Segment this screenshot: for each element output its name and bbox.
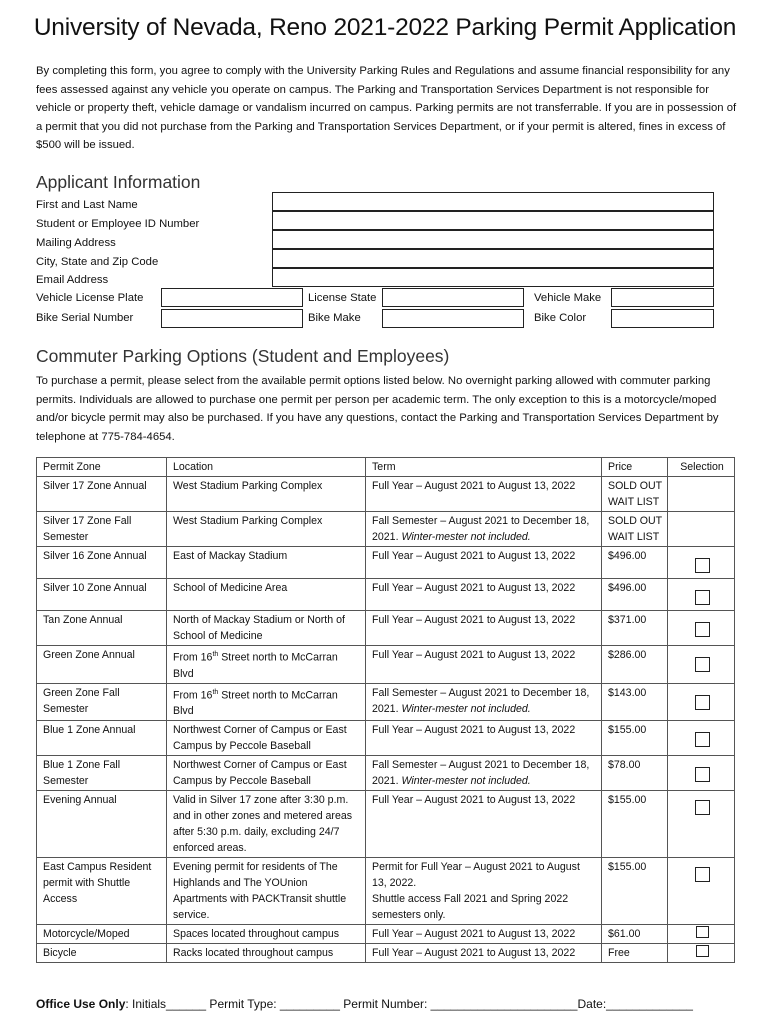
term-cell: Full Year – August 2021 to August 13, 2022 bbox=[366, 721, 602, 756]
price-cell: $496.00 bbox=[602, 547, 668, 579]
table-row bbox=[37, 611, 735, 646]
selection-checkbox[interactable] bbox=[695, 657, 710, 672]
term-text: Permit for Full Year – August 2021 to August 13, 2022. bbox=[372, 861, 580, 890]
price-cell: $78.00 bbox=[602, 756, 668, 791]
term-cell: Full Year – August 2021 to August 13, 2022 bbox=[366, 791, 602, 858]
zone-cell: Blue 1 Zone Annual bbox=[37, 721, 167, 756]
city-label: City, State and Zip Code bbox=[36, 256, 159, 268]
zone-cell: Silver 10 Zone Annual bbox=[37, 579, 167, 611]
make-field[interactable] bbox=[611, 288, 714, 307]
selection-cell bbox=[668, 925, 735, 944]
selection-cell bbox=[668, 646, 735, 684]
location-cell: East of Mackay Stadium bbox=[167, 547, 366, 579]
selection-cell bbox=[668, 858, 735, 925]
zone-cell: Bicycle bbox=[37, 944, 167, 963]
term-cell: Full Year – August 2021 to August 13, 2022 bbox=[366, 646, 602, 684]
commuter-heading: Commuter Parking Options (Student and Employees) bbox=[36, 346, 450, 366]
zone-cell: Silver 16 Zone Annual bbox=[37, 547, 167, 579]
location-sup: th bbox=[212, 688, 219, 696]
location-sup: th bbox=[212, 651, 219, 658]
selection-cell bbox=[668, 721, 735, 756]
mailing-label: Mailing Address bbox=[36, 237, 116, 249]
location-cell: Racks located throughout campus bbox=[167, 944, 366, 963]
term-cell bbox=[366, 683, 602, 721]
zone-cell: Green Zone Annual bbox=[37, 646, 167, 684]
make-label: Vehicle Make bbox=[534, 292, 602, 304]
office-use-fields: : Initials______ Permit Type: _________ Permit Number: ______________________Date:_____________ bbox=[125, 997, 693, 1011]
zone-cell: Silver 17 Zone Fall Semester bbox=[37, 512, 167, 547]
selection-cell bbox=[668, 611, 735, 646]
zone-cell: East Campus Resident permit with Shuttle Access bbox=[37, 858, 167, 925]
selection-checkbox[interactable] bbox=[695, 867, 710, 882]
table-row bbox=[37, 683, 735, 721]
selection-checkbox[interactable] bbox=[695, 767, 710, 782]
term-cell: Full Year – August 2021 to August 13, 2022 bbox=[366, 944, 602, 963]
term-cell: Full Year – August 2021 to August 13, 2022 bbox=[366, 611, 602, 646]
zone-cell: Green Zone Fall Semester bbox=[37, 683, 167, 721]
term-note: Winter-mester not included. bbox=[401, 531, 531, 543]
term-cell: Full Year – August 2021 to August 13, 2022 bbox=[366, 477, 602, 512]
location-cell: West Stadium Parking Complex bbox=[167, 512, 366, 547]
term-note: Winter-mester not included. bbox=[401, 702, 531, 715]
table-header-row bbox=[37, 458, 735, 477]
zone-cell: Tan Zone Annual bbox=[37, 611, 167, 646]
id-field[interactable] bbox=[272, 211, 714, 230]
name-field[interactable] bbox=[272, 192, 714, 211]
selection-cell bbox=[668, 791, 735, 858]
location-cell: Northwest Corner of Campus or East Campus by Peccole Baseball bbox=[167, 721, 366, 756]
selection-cell bbox=[668, 579, 735, 611]
table-row bbox=[37, 547, 735, 579]
term-cell: Full Year – August 2021 to August 13, 2022 bbox=[366, 547, 602, 579]
zone-cell: Evening Annual bbox=[37, 791, 167, 858]
id-label: Student or Employee ID Number bbox=[36, 218, 200, 230]
selection-checkbox[interactable] bbox=[695, 622, 710, 637]
term-cell bbox=[366, 858, 602, 925]
price-cell: $155.00 bbox=[602, 791, 668, 858]
zone-cell: Blue 1 Zone Fall Semester bbox=[37, 756, 167, 791]
selection-checkbox[interactable] bbox=[695, 558, 710, 573]
table-row bbox=[37, 858, 735, 925]
state-label: License State bbox=[308, 292, 377, 304]
commuter-paragraph: To purchase a permit, please select from the available permit options listed below. No overnight parking allowed with commuter parking permits. Individuals are allowed to purchase one permit per person per academic term. The only exception to this is a motorcycle/moped and/or bicycle permit may also be purchased. If you have any questions, contact the Parking and Transportation Services Department by telephone at 775-784-4654. bbox=[36, 375, 719, 443]
plate-field[interactable] bbox=[161, 288, 303, 307]
selection-cell bbox=[668, 477, 735, 512]
table-row bbox=[37, 791, 735, 858]
term-cell: Full Year – August 2021 to August 13, 2022 bbox=[366, 925, 602, 944]
table-row bbox=[37, 512, 735, 547]
table-row bbox=[37, 477, 735, 512]
bike-make-field[interactable] bbox=[382, 309, 524, 328]
office-use-line bbox=[36, 997, 693, 1011]
price-cell: $143.00 bbox=[602, 683, 668, 721]
term-cell bbox=[366, 756, 602, 791]
term-note: Winter-mester not included. bbox=[401, 775, 531, 788]
location-text: From 16 bbox=[173, 689, 213, 702]
selection-checkbox[interactable] bbox=[696, 945, 709, 957]
bike-make-label: Bike Make bbox=[308, 312, 361, 324]
zone-cell: Motorcycle/Moped bbox=[37, 925, 167, 944]
selection-checkbox[interactable] bbox=[695, 590, 710, 605]
location-text-end: Street north to McCarran Blvd bbox=[173, 651, 338, 680]
table-row bbox=[37, 925, 735, 944]
price-cell: $155.00 bbox=[602, 721, 668, 756]
applicant-heading: Applicant Information bbox=[36, 172, 201, 192]
selection-cell bbox=[668, 756, 735, 791]
term-text: Fall Semester – August 2021 to December 18, 2021. bbox=[372, 686, 590, 715]
term-text: Fall Semester – August 2021 to December 18, 2021. bbox=[372, 759, 590, 788]
name-label: First and Last Name bbox=[36, 199, 138, 211]
selection-checkbox[interactable] bbox=[695, 695, 710, 710]
term-text: Fall Semester – August 2021 to December 18, 2021. bbox=[372, 515, 590, 543]
selection-checkbox[interactable] bbox=[696, 926, 709, 938]
term-cell: Full Year – August 2021 to August 13, 2022 bbox=[366, 579, 602, 611]
header-selection: Selection bbox=[668, 458, 735, 477]
header-price: Price bbox=[602, 458, 668, 477]
mailing-field[interactable] bbox=[272, 230, 714, 249]
selection-checkbox[interactable] bbox=[695, 732, 710, 747]
header-location: Location bbox=[167, 458, 366, 477]
location-text-end: Street north to McCarran Blvd bbox=[173, 689, 338, 718]
term-text-extra: Shuttle access Fall 2021 and Spring 2022 semesters only. bbox=[372, 893, 569, 922]
price-cell: $496.00 bbox=[602, 579, 668, 611]
location-cell: West Stadium Parking Complex bbox=[167, 477, 366, 512]
price-cell: Free bbox=[602, 944, 668, 963]
selection-cell bbox=[668, 683, 735, 721]
location-cell: Northwest Corner of Campus or East Campus by Peccole Baseball bbox=[167, 756, 366, 791]
location-cell bbox=[167, 683, 366, 721]
location-cell bbox=[167, 646, 366, 684]
selection-cell bbox=[668, 512, 735, 547]
location-cell: School of Medicine Area bbox=[167, 579, 366, 611]
bike-color-field[interactable] bbox=[611, 309, 714, 328]
table-row bbox=[37, 646, 735, 684]
page-title: University of Nevada, Reno 2021-2022 Parking Permit Application bbox=[33, 14, 737, 41]
location-cell: North of Mackay Stadium or North of School of Medicine bbox=[167, 611, 366, 646]
bike-serial-label: Bike Serial Number bbox=[36, 312, 134, 324]
bike-serial-field[interactable] bbox=[161, 309, 303, 328]
intro-paragraph: By completing this form, you agree to comply with the University Parking Rules and Regulations and assume financial responsibility for any fees assessed against any vehicle you operate on campus. The Parking and Transportation Services Department is not responsible for vehicle or property theft, vehicle damage or vandalism incurred on campus. Parking permits are not transferrable. If you are in possession of a permit that you did not purchase from the Parking and Transportation Services Department, or if your permit is altered, fines in excess of $500 will be issued. bbox=[36, 65, 737, 151]
term-cell bbox=[366, 512, 602, 547]
price-cell: $371.00 bbox=[602, 611, 668, 646]
selection-cell bbox=[668, 547, 735, 579]
price-cell: $155.00 bbox=[602, 858, 668, 925]
bike-color-label: Bike Color bbox=[534, 312, 587, 324]
plate-label: Vehicle License Plate bbox=[36, 292, 144, 304]
table-row bbox=[37, 944, 735, 963]
zone-cell: Silver 17 Zone Annual bbox=[37, 477, 167, 512]
office-use-label: Office Use Only bbox=[36, 997, 126, 1011]
state-field[interactable] bbox=[382, 288, 524, 307]
location-text: From 16 bbox=[173, 651, 213, 664]
table-row bbox=[37, 721, 735, 756]
location-cell: Valid in Silver 17 zone after 3:30 p.m. and in other zones and metered areas after 5:30 p.m. daily, excluding 24/7 enforced areas. bbox=[167, 791, 366, 858]
price-cell: SOLD OUT WAIT LIST bbox=[602, 512, 668, 547]
price-cell: SOLD OUT WAIT LIST bbox=[602, 477, 668, 512]
table-row bbox=[37, 756, 735, 791]
price-cell: $286.00 bbox=[602, 646, 668, 684]
location-cell: Evening permit for residents of The Highlands and The YOUnion Apartments with PACKTransit shuttle service. bbox=[167, 858, 366, 925]
email-label: Email Address bbox=[36, 274, 109, 286]
table-row bbox=[37, 579, 735, 611]
permit-table bbox=[36, 457, 735, 963]
city-field[interactable] bbox=[272, 249, 714, 268]
header-term: Term bbox=[366, 458, 602, 477]
selection-cell bbox=[668, 944, 735, 963]
selection-checkbox[interactable] bbox=[695, 800, 710, 815]
location-cell: Spaces located throughout campus bbox=[167, 925, 366, 944]
header-zone: Permit Zone bbox=[37, 458, 167, 477]
price-cell: $61.00 bbox=[602, 925, 668, 944]
email-field[interactable] bbox=[272, 268, 714, 287]
